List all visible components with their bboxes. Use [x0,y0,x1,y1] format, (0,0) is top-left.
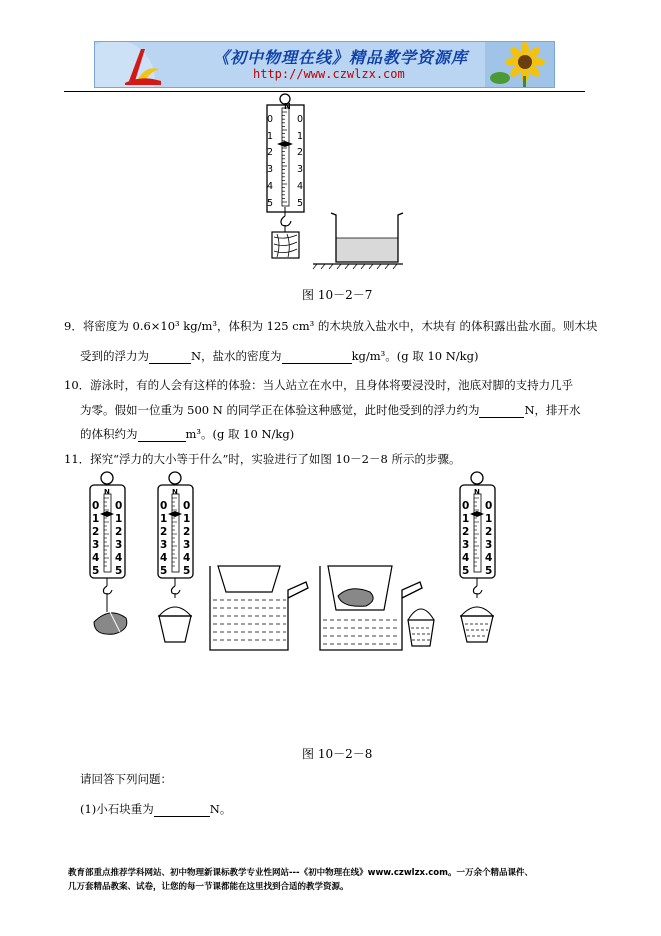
catch-bucket [408,609,434,646]
wooden-block [272,232,299,258]
scale-number: 5 [297,197,304,209]
step-a-balance-with-stone [90,472,127,634]
scale-number: 4 [267,180,274,192]
unit-label: N [284,102,291,111]
figure-10-2-7-caption: 图 10－2－7 [302,288,373,302]
q10-line3-b: m³。(g 取 10 N/kg) [185,427,295,441]
scale-number: 3 [267,164,274,176]
q11-line1: 11．探究“浮力的大小等于什么”时，实验进行了如图 10－2－8 所示的步骤。 [64,452,461,466]
banner-title: 《初中物理在线》精品教学资源库 [213,48,469,67]
ground-line [313,264,403,269]
beaker-with-liquid [331,213,403,262]
stone-weight-blank[interactable] [154,802,210,817]
q9-line2-b: N，盐水的密度为 [191,349,282,363]
q10-line2 [80,402,581,418]
answer-item-1-b: N。 [209,802,232,816]
q9-density-blank[interactable] [282,349,352,364]
q10-line2-a: 为零。假如一位重为 500 N 的同学正在体验这种感觉，此时他受到的浮力约为 [80,403,480,417]
sunflower-icon [485,42,554,87]
q10-line3-a: 的体积约为 [80,427,138,441]
footer-line2: 几万套精品教案、试卷，让您的每一节课都能在这里找到合适的教学资源。 [68,882,349,892]
step-b-balance-with-bucket [158,472,193,642]
step-e-balance-with-water-bucket [460,472,495,642]
answer-item-1 [80,801,231,817]
scale-number: 5 [267,197,274,209]
figure-10-2-8 [80,470,540,655]
figure-10-2-8-caption: 图 10－2－8 [302,747,373,761]
scale-number: 1 [267,130,274,142]
scale-number: 0 [297,114,304,125]
q9-line2 [80,348,478,364]
scale-number: 0 [267,114,274,125]
site-logo-icon [121,45,163,85]
banner-url[interactable]: http://www.czwlzx.com [253,67,405,81]
step-c-overflow-can [210,566,308,650]
q10-line2-b: N，排开水 [524,403,581,417]
q10-line3 [80,426,294,442]
q10-volume-blank[interactable] [138,427,186,442]
footer-line1: 教育部重点推荐学科网站、初中物理新课标教学专业性网站---《初中物理在线》www.czwlzx.com。一万余个精品课件、 [68,868,533,878]
q9-line1: 9．将密度为 0.6×10³ kg/m³，体积为 125 cm³ 的木块放入盐水中，木块有 的体积露出盐水面。则木块 [64,319,598,333]
q10-line1: 10．游泳时，有的人会有这样的体验：当人站立在水中，且身体将要浸没时，池底对脚的支持力几乎 [64,378,574,392]
q10-buoyancy-blank[interactable] [479,403,524,418]
answers-prompt: 请回答下列问题： [80,772,172,786]
header-banner [94,41,555,88]
scale-number: 3 [297,164,304,176]
scale-number: 1 [297,130,304,142]
answer-item-1-a: (1)小石块重为 [80,802,154,816]
scale-number: 4 [297,180,304,192]
balance-1-labels [262,100,307,215]
scale-number: 2 [297,147,304,159]
q9-buoyancy-blank[interactable] [149,349,191,364]
scale-number: 2 [267,147,274,159]
q9-line2-a: 受到的浮力为 [80,349,149,363]
q9-line2-c: kg/m³。(g 取 10 N/kg) [351,349,479,363]
step-d-stone-in-overflow-can [320,566,434,650]
